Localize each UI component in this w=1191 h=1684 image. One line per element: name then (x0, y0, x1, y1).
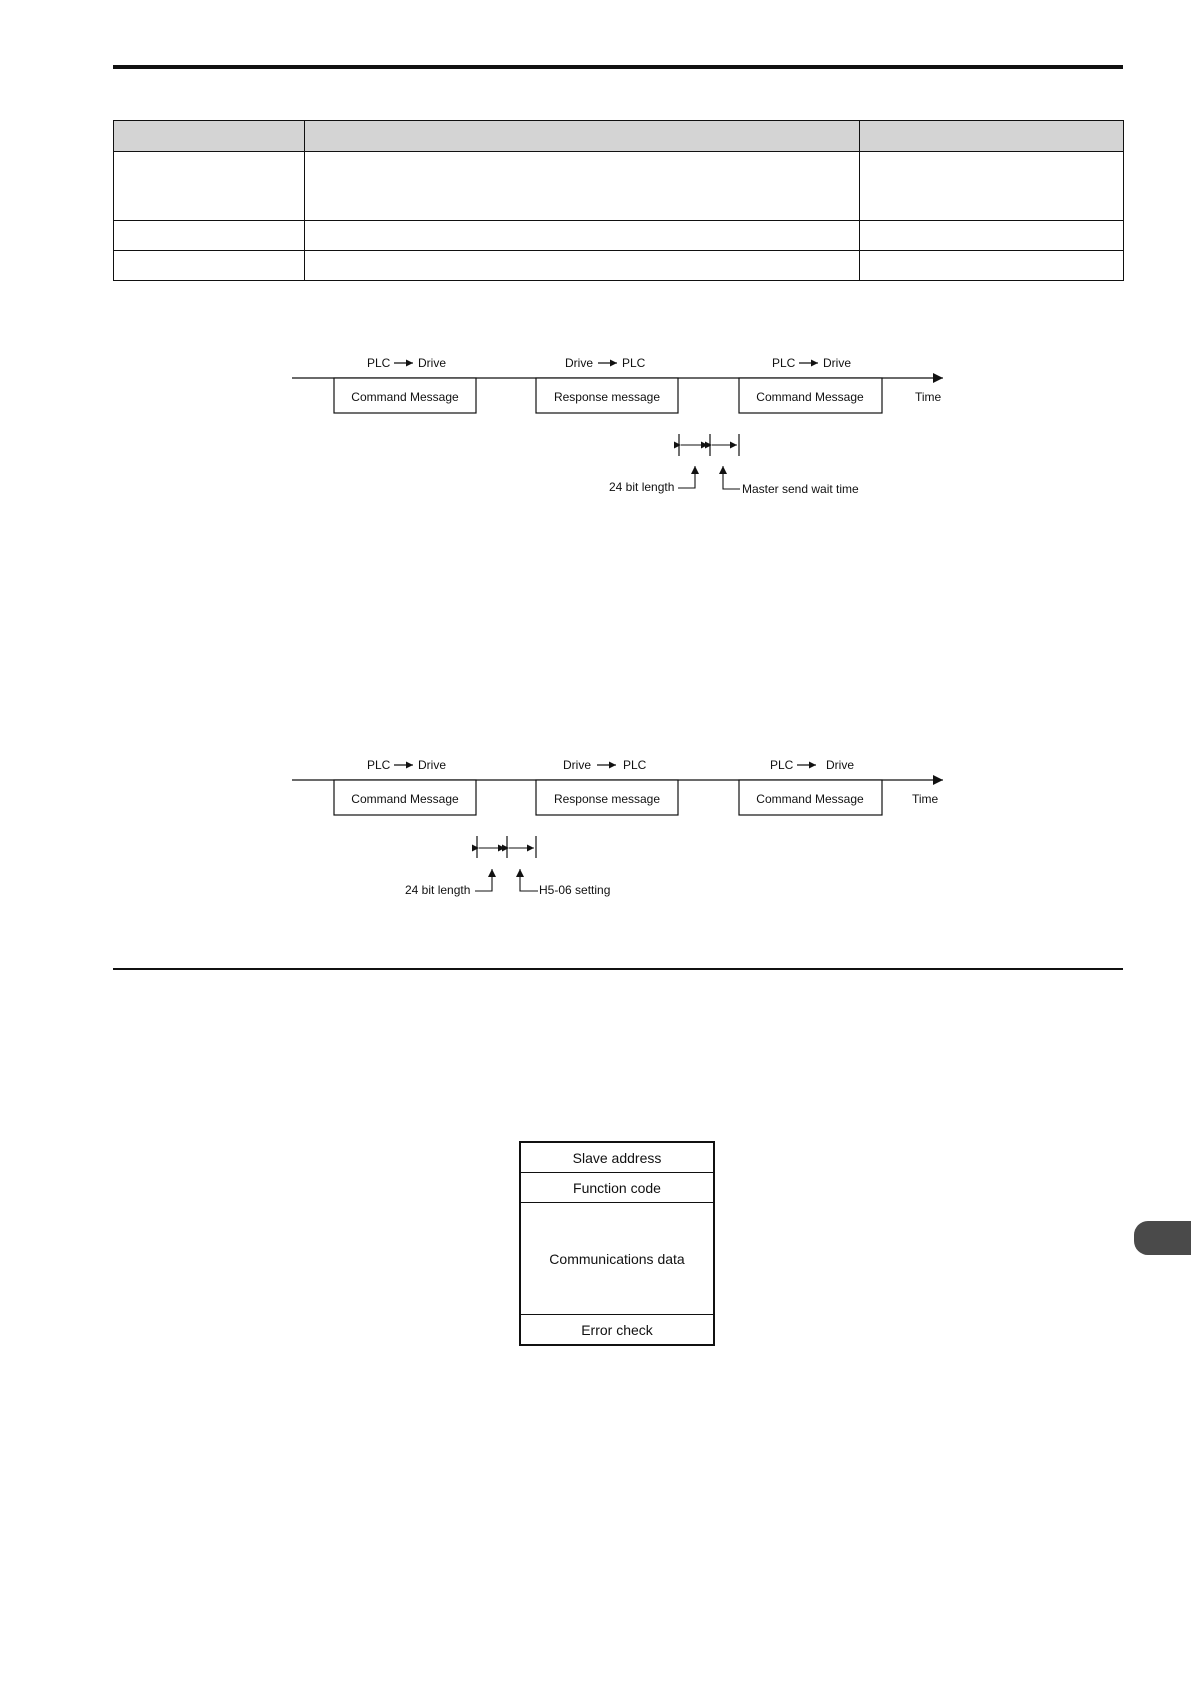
command-message-box (334, 780, 476, 815)
svg-text:PLC: PLC (367, 758, 391, 772)
svg-text:Command Message: Command Message (351, 792, 459, 806)
wait-time-callout (723, 466, 859, 496)
svg-text:PLC: PLC (772, 356, 796, 370)
error-check-field: Error check (581, 1321, 653, 1338)
timing-diagram-2 (292, 758, 943, 897)
svg-text:Drive: Drive (565, 356, 594, 370)
svg-text:Drive: Drive (823, 356, 852, 370)
svg-text:PLC: PLC (623, 758, 647, 772)
communications-data-field: Communications data (521, 1203, 713, 1315)
command-message-box (334, 378, 476, 413)
svg-text:24 bit length: 24 bit length (405, 883, 471, 897)
svg-text:Drive: Drive (563, 758, 592, 772)
bit-length-callout (405, 869, 492, 897)
command-message-box (739, 378, 882, 413)
direction-label-plc-to-drive (772, 356, 851, 370)
slave-address-field: Slave address (521, 1143, 713, 1173)
direction-label-plc-to-drive (770, 758, 854, 772)
svg-text:PLC: PLC (367, 356, 391, 370)
time-axis-label: Time (912, 792, 939, 806)
response-message-box (536, 378, 678, 413)
svg-text:Response message: Response message (553, 390, 661, 404)
svg-text:Command Message: Command Message (756, 792, 864, 806)
svg-text:24 bit length: 24 bit length (609, 480, 675, 494)
bit-length-callout (609, 466, 695, 494)
timing-diagram-1 (292, 356, 943, 496)
function-code-field: Function code (521, 1173, 713, 1203)
svg-text:Command Message: Command Message (351, 390, 459, 404)
time-axis-label: Time (915, 390, 942, 404)
message-format-diagram (519, 1141, 715, 1346)
chapter-tab (1134, 1221, 1191, 1255)
svg-text:PLC: PLC (770, 758, 794, 772)
svg-text:Drive: Drive (418, 758, 447, 772)
svg-text:H5-06 setting: H5-06 setting (539, 883, 611, 897)
svg-text:Drive: Drive (826, 758, 855, 772)
response-message-box (536, 780, 678, 815)
section-rule (113, 968, 1123, 970)
direction-label-drive-to-plc (563, 758, 647, 772)
direction-label-drive-to-plc (565, 356, 646, 370)
svg-text:PLC: PLC (622, 356, 646, 370)
command-message-box (739, 780, 882, 815)
svg-text:Command Message: Command Message (756, 390, 864, 404)
wait-time-callout (520, 869, 610, 897)
svg-text:Response message: Response message (553, 792, 661, 806)
interval-markers (477, 836, 536, 858)
interval-markers (679, 434, 739, 456)
direction-label-plc-to-drive (367, 356, 446, 370)
direction-label-plc-to-drive (367, 758, 446, 772)
svg-text:Master send wait time: Master send wait time (742, 482, 859, 496)
svg-text:Drive: Drive (418, 356, 447, 370)
